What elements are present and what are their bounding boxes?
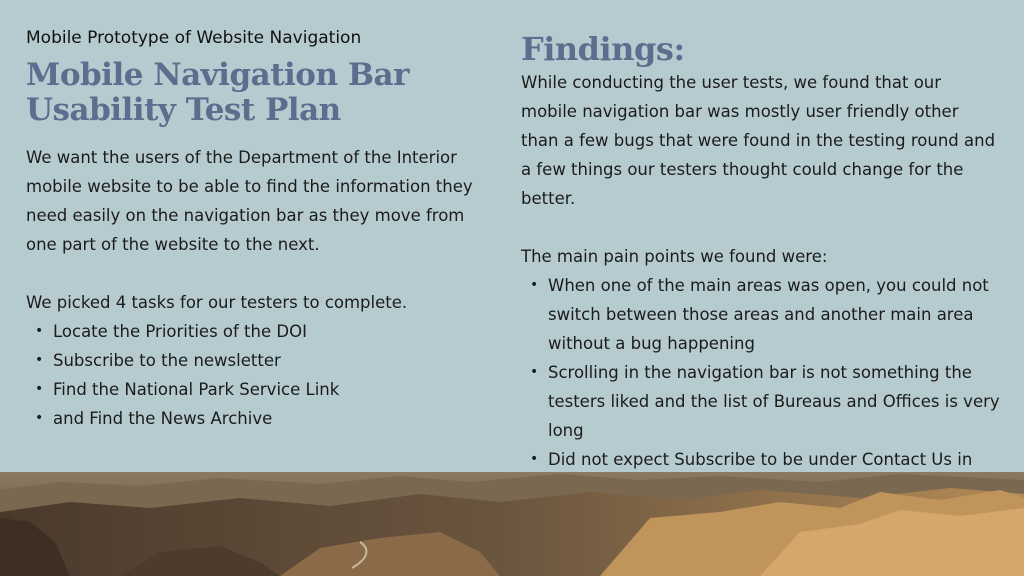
pain-point-text: When one of the main areas was open, you could not switch between those areas and another main area without a bug happening [548,276,989,353]
page-title [26,58,496,128]
canyon-illustration [0,472,1024,576]
bullet-icon: • [530,451,539,467]
eyebrow-label: Mobile Prototype of Website Navigation [26,28,362,48]
task-text: Locate the Priorities of the DOI [53,322,307,341]
bullet-icon: • [530,277,539,293]
pain-point-list [521,271,1001,503]
plan-intro-text: We want the users of the Department of the Interior mobile website to be able to find the information they need easily on the navigation bar as they move from one part of the website to the next. [26,148,473,254]
bullet-icon: • [35,352,44,368]
list-item [26,375,496,404]
list-item [26,346,496,375]
bullet-icon: • [35,381,44,397]
findings-intro-text: While conducting the user tests, we found that our mobile navigation bar was mostly user friendly other than a few bugs that were found in the testing round and a few things our testers thought could change for the better. [521,73,996,208]
pain-point-text: Did not expect Subscribe to be under Contact Us in [548,450,973,469]
list-item [521,358,1001,445]
list-item [26,317,496,346]
task-list [26,317,496,433]
bullet-icon: • [35,410,44,426]
right-column [521,30,1001,503]
task-text: Find the National Park Service Link [53,380,340,399]
left-column [26,26,496,433]
list-item [521,271,1001,358]
task-text: Subscribe to the newsletter [53,351,281,370]
canyon-landscape-image [0,472,1024,576]
title-line-2: Usability Test Plan [26,92,341,128]
title-line-1: Mobile Navigation Bar [26,57,409,93]
task-text: and Find the News Archive [53,409,273,428]
findings-title: Findings: [521,30,685,68]
pain-points-intro-text: The main pain points we found were: [521,247,828,266]
pain-point-text: Scrolling in the navigation bar is not something the testers liked and the list of Bureaus and Offices is very long [548,363,1000,440]
list-item [26,404,496,433]
bullet-icon: • [35,323,44,339]
tasks-intro-text: We picked 4 tasks for our testers to complete. [26,293,408,312]
bullet-icon: • [530,364,539,380]
